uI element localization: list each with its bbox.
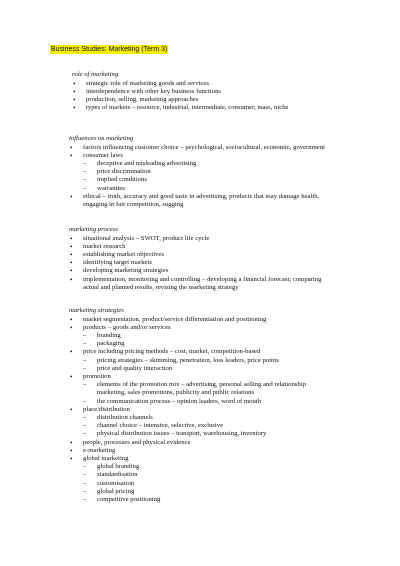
sub-list-item [69,381,306,397]
list-item-line: – elements of the promotion mix – advertising, personal selling and relationship [97,381,306,389]
list-item: • products – goods and/or services [69,324,306,332]
section-title: role of marketing [72,71,119,78]
section-role-of-marketing [72,71,289,112]
list-item: • situational analysis – SWOT, product life cycle [69,235,321,243]
list-item [69,193,325,209]
sub-list-item: – global pricing [69,488,306,496]
section-title: influences on marketing [69,135,134,142]
section-marketing-process [69,226,321,292]
list-item-line: • ethical – truth, accuracy and good taste in advertising, products that may damage health, [83,192,320,200]
list-item: • identifying target markets [69,259,321,267]
list-item: • developing marketing strategies [69,267,321,275]
list-item-line: actual and planned results, revising the marketing strategy [83,283,239,291]
list-item: • market research [69,243,321,251]
section-marketing-strategies [69,307,306,504]
sub-list-item: – physical distribution issues – transport, warehousing, inventory [69,430,306,438]
list-item: • promotion [69,373,306,381]
list-item: • production, selling, marketing approaches [72,96,289,104]
bullet-list [69,144,325,210]
sub-list-item: – competitive positioning [69,496,306,504]
section-influences-on-marketing [69,135,325,209]
sub-list-item: – price discrimination [69,168,325,176]
list-item-line: engaging in fair competition, sugging [83,201,184,209]
sub-list-item: – warranties [69,185,325,193]
list-item: • price including pricing methods – cost, market, competition-based [69,348,306,356]
sub-list-item: – deceptive and misleading advertising [69,160,325,168]
sub-list-item: – channel choice – intensive, selective, exclusive [69,422,306,430]
bullet-list [69,316,306,505]
list-item: • e-marketing [69,447,306,455]
bullet-list [69,235,321,292]
list-item: • establishing market objectives [69,251,321,259]
list-item: • people, processes and physical evidence [69,439,306,447]
sub-list-item: – the communication process – opinion leaders, word of mouth [69,398,306,406]
list-item: • global marketing [69,455,306,463]
list-item [69,276,321,292]
list-item: • types of markets – resource, industrial, intermediate, consumer, mass, niche [72,104,289,112]
sub-list-item: – customisation [69,480,306,488]
list-item: • strategic role of marketing goods and services [72,80,289,88]
sub-list-item: – global branding [69,463,306,471]
list-item-line: marketing, sales promotions, publicity and public relations [97,389,255,397]
list-item: • market segmentation, product/service differentiation and positioning [69,316,306,324]
sub-list-item: – packaging [69,340,306,348]
section-title: marketing strategies [69,307,124,314]
list-item-line: • implementation, monitoring and controlling – developing a financial forecast; comparing [83,275,322,283]
sub-list-item: – implied conditions [69,176,325,184]
bullet-list [72,80,289,113]
sub-list-item: – branding [69,332,306,340]
document-title: Business Studies: Marketing (Term 3) [51,46,168,53]
list-item: • factors influencing customer choice – psychological, sociocultural, economic, government [69,144,325,152]
list-item: • consumer laws [69,152,325,160]
sub-list-item: – distribution channels [69,414,306,422]
section-title: marketing process [69,226,118,233]
sub-list-item: – standardisation [69,471,306,479]
sub-list-item: – price and quality interaction [69,365,306,373]
list-item: • place/distribution [69,406,306,414]
sub-list-item: – pricing strategies – skimming, penetration, loss leaders, price points [69,357,306,365]
list-item: • interdependence with other key business functions [72,88,289,96]
